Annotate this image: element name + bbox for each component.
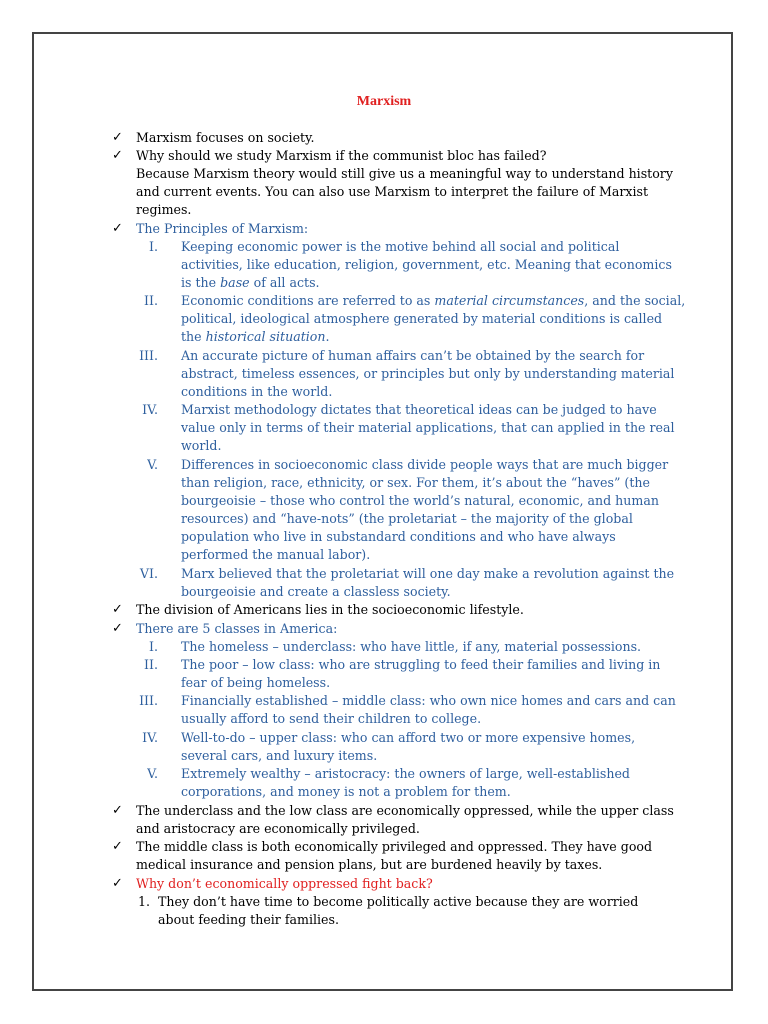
bullet-why-study: Why should we study Marxism if the communist bloc has failed? <box>136 148 547 163</box>
class-line: several cars, and luxury items. <box>181 748 378 763</box>
class-line: fear of being homeless. <box>181 675 331 690</box>
why-study-body-line: Because Marxism theory would still give us a meaningful way to understand history <box>136 166 673 181</box>
page-title: Marxism <box>356 94 412 109</box>
class-line: Well-to-do – upper class: who can afford two or more expensive homes, <box>181 730 636 745</box>
principle-line: bourgeoisie and create a classless society. <box>181 584 451 599</box>
principle-line: world. <box>181 438 222 453</box>
class-line: corporations, and money is not a problem for them. <box>181 784 511 799</box>
reason-number: 1. <box>137 894 150 909</box>
principle-line: Differences in socioeconomic class divide people ways that are much bigger <box>181 457 669 472</box>
bullet-middle-class-line: medical insurance and pension plans, but are burdened heavily by taxes. <box>136 857 603 872</box>
why-study-body-line: regimes. <box>136 202 192 217</box>
bullet-principles: The Principles of Marxism: <box>136 221 309 236</box>
principle-line: activities, like education, religion, government, etc. Meaning that economics <box>181 257 672 272</box>
principle-line: population who live in substandard conditions and who have always <box>181 529 616 544</box>
class-numeral: II. <box>144 657 158 672</box>
check-icon: ✓ <box>112 221 123 236</box>
check-icon: ✓ <box>112 148 123 163</box>
check-icon: ✓ <box>112 130 123 145</box>
principle-line: abstract, timeless essences, or principles but only by understanding material <box>181 366 675 381</box>
principle-line-with-italic: is the base of all acts. <box>181 275 320 290</box>
check-icon: ✓ <box>112 803 123 818</box>
class-line: Extremely wealthy – aristocracy: the owners of large, well-established <box>181 766 630 781</box>
principle-line: Marx believed that the proletariat will one day make a revolution against the <box>181 566 675 581</box>
principle-numeral: V. <box>147 457 158 472</box>
bullet-society: Marxism focuses on society. <box>136 130 315 145</box>
check-icon: ✓ <box>112 839 123 854</box>
principle-line: Keeping economic power is the motive behind all social and political <box>181 239 620 254</box>
reason-line: about feeding their families. <box>158 912 339 927</box>
principle-line: bourgeoisie – those who control the world’s natural, economic, and human <box>181 493 659 508</box>
class-line: Financially established – middle class: who own nice homes and cars and can <box>181 693 676 708</box>
check-icon: ✓ <box>112 621 123 636</box>
principle-line: resources) and “have-nots” (the proletariat – the majority of the global <box>181 511 633 526</box>
bullet-five-classes: There are 5 classes in America: <box>136 621 338 636</box>
principle-line-with-italic: Economic conditions are referred to as material circumstances, and the social, <box>181 293 686 308</box>
principle-line-with-italic: the historical situation. <box>181 329 330 344</box>
principle-line: Marxist methodology dictates that theoretical ideas can be judged to have <box>181 402 657 417</box>
principle-line: value only in terms of their material applications, that can applied in the real <box>181 420 675 435</box>
bullet-division: The division of Americans lies in the socioeconomic lifestyle. <box>136 602 524 617</box>
why-study-body-line: and current events. You can also use Marxism to interpret the failure of Marxist <box>136 184 649 199</box>
reason-line: They don’t have time to become politically active because they are worried <box>158 894 639 909</box>
bullet-middle-class: The middle class is both economically privileged and oppressed. They have good <box>136 839 653 854</box>
class-numeral: IV. <box>142 730 158 745</box>
class-line: usually afford to send their children to college. <box>181 711 482 726</box>
principle-numeral: IV. <box>142 402 158 417</box>
check-icon: ✓ <box>112 876 123 891</box>
bullet-fight-back: Why don’t economically oppressed fight back? <box>136 876 433 891</box>
class-line: The poor – low class: who are struggling to feed their families and living in <box>181 657 661 672</box>
principle-line: political, ideological atmosphere generated by material conditions is called <box>181 311 663 326</box>
principle-line: performed the manual labor). <box>181 547 371 562</box>
bullet-oppressed-privileged-line: and aristocracy are economically privileged. <box>136 821 420 836</box>
principle-line: than religion, race, ethnicity, or sex. For them, it’s about the “haves” (the <box>181 475 650 490</box>
class-line: The homeless – underclass: who have little, if any, material possessions. <box>181 639 642 654</box>
principle-numeral: III. <box>139 348 158 363</box>
principle-numeral: I. <box>149 239 158 254</box>
class-numeral: V. <box>147 766 158 781</box>
principle-line: An accurate picture of human affairs can’t be obtained by the search for <box>181 348 645 363</box>
class-numeral: III. <box>139 693 158 708</box>
class-numeral: I. <box>149 639 158 654</box>
principle-numeral: II. <box>144 293 158 308</box>
bullet-oppressed-privileged: The underclass and the low class are economically oppressed, while the upper class <box>136 803 674 818</box>
check-icon: ✓ <box>112 602 123 617</box>
principle-line: conditions in the world. <box>181 384 333 399</box>
principle-numeral: VI. <box>139 566 158 581</box>
